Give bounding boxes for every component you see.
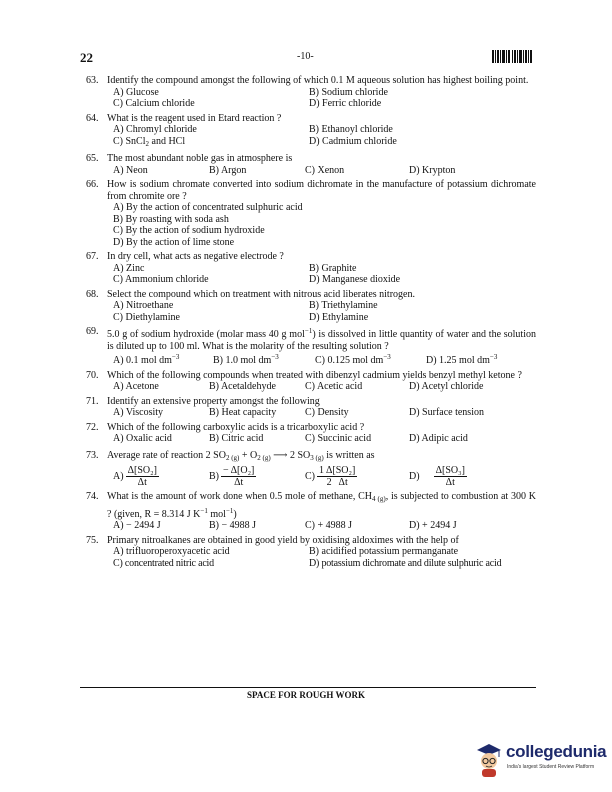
question-text: Average rate of reaction 2 $SO_{2 (g)} + O_{2 (g)}$ ⟶ 2 $SO_{3 (g)}$ is written as bbox=[107, 449, 375, 462]
option-c: C) Density bbox=[305, 407, 349, 418]
question-number: 70. bbox=[86, 369, 99, 381]
question-65 bbox=[86, 153, 536, 176]
option-a: A) $\frac{\text{Δ[SO₂]}}{\Delta t}$ bbox=[113, 465, 157, 488]
question-number: 69. bbox=[86, 326, 99, 337]
brand-name: collegedunia bbox=[506, 742, 607, 761]
question-text: Which of the following carboxylic acids is a tricarboxylic acid ? bbox=[107, 421, 365, 433]
question-number: 73. bbox=[86, 449, 99, 461]
page-label: -10- bbox=[297, 51, 314, 62]
barcode bbox=[492, 50, 538, 63]
page-number: 22 bbox=[80, 50, 93, 65]
option-d: D) Surface tension bbox=[409, 407, 484, 418]
question-75 bbox=[86, 535, 536, 570]
question-63 bbox=[86, 75, 536, 110]
option-d: D) Ethylamine bbox=[309, 311, 369, 323]
option-d: D) By the action of lime stone bbox=[113, 236, 235, 248]
question-number: 67. bbox=[86, 251, 99, 262]
option-a: A) Acetone bbox=[113, 381, 159, 392]
option-c: C) Acetic acid bbox=[305, 381, 363, 392]
option-c: C) Succinic acid bbox=[305, 433, 372, 444]
option-c: C) + 4988 J bbox=[305, 520, 353, 531]
option-a: A) trifluoroperoxyacetic acid bbox=[113, 546, 230, 557]
question-text: The most abundant noble gas in atmosphere is bbox=[107, 153, 293, 164]
option-c: C) Xenon bbox=[305, 164, 345, 176]
option-b: B) Sodium chloride bbox=[309, 86, 388, 98]
question-69 bbox=[86, 326, 536, 367]
question-number: 64. bbox=[86, 112, 99, 124]
question-number: 75. bbox=[86, 534, 99, 546]
option-d: D) Adipic acid bbox=[409, 433, 468, 444]
option-a: A) Oxalic acid bbox=[113, 433, 172, 444]
question-text: What is the reagent used in Etard reaction ? bbox=[107, 112, 282, 124]
question-71 bbox=[86, 396, 536, 419]
footer-rule bbox=[80, 687, 536, 688]
option-b: B) Argon bbox=[209, 164, 247, 176]
question-74 bbox=[86, 491, 536, 532]
option-d: D) 1.25 mol $dm^{-3}$ bbox=[426, 353, 498, 366]
option-c: C) Diethylamine bbox=[113, 311, 180, 323]
question-66 bbox=[86, 179, 536, 248]
question-73 bbox=[86, 450, 536, 489]
option-a: A) 0.1 mol $dm^{-3}$ bbox=[113, 353, 180, 366]
option-d: D) Krypton bbox=[409, 164, 456, 176]
option-b: B) Acetaldehyde bbox=[209, 381, 276, 392]
option-b: B) $\frac{\text{− Δ[O₂]}}{\Delta t}$ bbox=[209, 465, 255, 488]
option-a: A) By the action of concentrated sulphuric acid bbox=[113, 202, 303, 213]
question-number: 68. bbox=[86, 288, 99, 300]
question-number: 74. bbox=[86, 491, 99, 502]
question-67 bbox=[86, 251, 536, 286]
question-64 bbox=[86, 113, 536, 151]
option-b: B) Citric acid bbox=[209, 433, 264, 444]
question-text: How is sodium chromate converted into sodium dichromate in the manufacture of potassium dichromate from chromite ore ? bbox=[107, 179, 536, 202]
option-a: A) Neon bbox=[113, 164, 148, 176]
question-text: What is the amount of work done when 0.5 mole of methane, $CH_{4 (g)}$, is subjected to combustion at 300 K ? (given, R = 8.314 J $K^{-1}$ mol$^{-1}$) bbox=[107, 491, 536, 520]
option-d: D) potassium dichromate and dilute sulphuric acid bbox=[309, 557, 502, 569]
option-d: D) Acetyl chloride bbox=[409, 381, 484, 392]
question-text: Primary nitroalkanes are obtained in good yield by oxidising aldoximes with the help of bbox=[107, 534, 459, 546]
student-mascot-icon bbox=[474, 742, 504, 778]
option-c: C) 0.125 mol $dm^{-3}$ bbox=[315, 353, 391, 366]
option-b: B) − 4988 J bbox=[209, 520, 257, 531]
option-d: D) Ferric chloride bbox=[309, 98, 382, 109]
option-b: B) acidified potassium permanganate bbox=[309, 546, 459, 557]
question-70 bbox=[86, 370, 536, 393]
watermark-logo bbox=[474, 742, 607, 782]
option-c: C) By the action of sodium hydroxide bbox=[113, 225, 265, 236]
question-number: 72. bbox=[86, 421, 99, 433]
option-c: C) Ammonium chloride bbox=[113, 274, 209, 285]
question-text: Select the compound which on treatment with nitrous acid liberates nitrogen. bbox=[107, 288, 415, 300]
option-a: A) Viscosity bbox=[113, 407, 164, 418]
option-a: A) Glucose bbox=[113, 86, 159, 98]
option-b: B) Heat capacity bbox=[209, 407, 277, 418]
question-text: Identify the compound amongst the following of which 0.1 M aqueous solution has highest boiling point. bbox=[107, 75, 529, 86]
option-b: B) 1.0 mol $dm^{-3}$ bbox=[213, 353, 279, 366]
option-a: A) − 2494 J bbox=[113, 520, 161, 531]
rough-work-label: SPACE FOR ROUGH WORK bbox=[247, 690, 365, 700]
option-c: C) $\frac{\text{1 Δ[SO₂]}}{2 \Delta t}$ bbox=[305, 465, 356, 488]
option-d: D) Cadmium chloride bbox=[309, 135, 397, 147]
option-d: D) $\frac{\text{Δ[SO₃]}}{\Delta t}$ bbox=[409, 465, 465, 488]
question-72 bbox=[86, 422, 536, 445]
option-c: C) Calcium chloride bbox=[113, 98, 195, 109]
question-number: 65. bbox=[86, 153, 99, 164]
option-a: A) Zinc bbox=[113, 262, 145, 274]
question-text: 5.0 g of sodium hydroxide (molar mass 40 g mol$^{-1}$) is dissolved in little quantity of water and the solution is diluted up to 100 ml. What is the molarity of the resulting solution ? bbox=[107, 327, 536, 352]
option-b: B) By roasting with soda ash bbox=[113, 213, 229, 225]
option-b: B) Triethylamine bbox=[309, 300, 378, 311]
question-number: 71. bbox=[86, 395, 99, 407]
question-number: 63. bbox=[86, 75, 99, 86]
question-text: Which of the following compounds when treated with dibenzyl cadmium yields benzyl methyl ketone ? bbox=[107, 369, 522, 381]
question-68 bbox=[86, 289, 536, 324]
option-a: A) Chromyl chloride bbox=[113, 124, 197, 135]
option-b: B) Graphite bbox=[309, 262, 357, 274]
brand-tagline: India's largest Student Review Platform bbox=[507, 764, 595, 770]
option-c: C) concentrated nitric acid bbox=[113, 557, 214, 569]
option-d: D) + 2494 J bbox=[409, 520, 457, 531]
option-a: A) Nitroethane bbox=[113, 300, 174, 311]
question-number: 66. bbox=[86, 179, 99, 190]
option-c: C) SnCl$_2$ and HCl bbox=[113, 135, 186, 148]
option-b: B) Ethanoyl chloride bbox=[309, 124, 393, 135]
question-list bbox=[86, 75, 536, 572]
question-text: Identify an extensive property amongst the following bbox=[107, 395, 320, 407]
question-text: In dry cell, what acts as negative electrode ? bbox=[107, 251, 284, 262]
option-d: D) Manganese dioxide bbox=[309, 274, 401, 285]
